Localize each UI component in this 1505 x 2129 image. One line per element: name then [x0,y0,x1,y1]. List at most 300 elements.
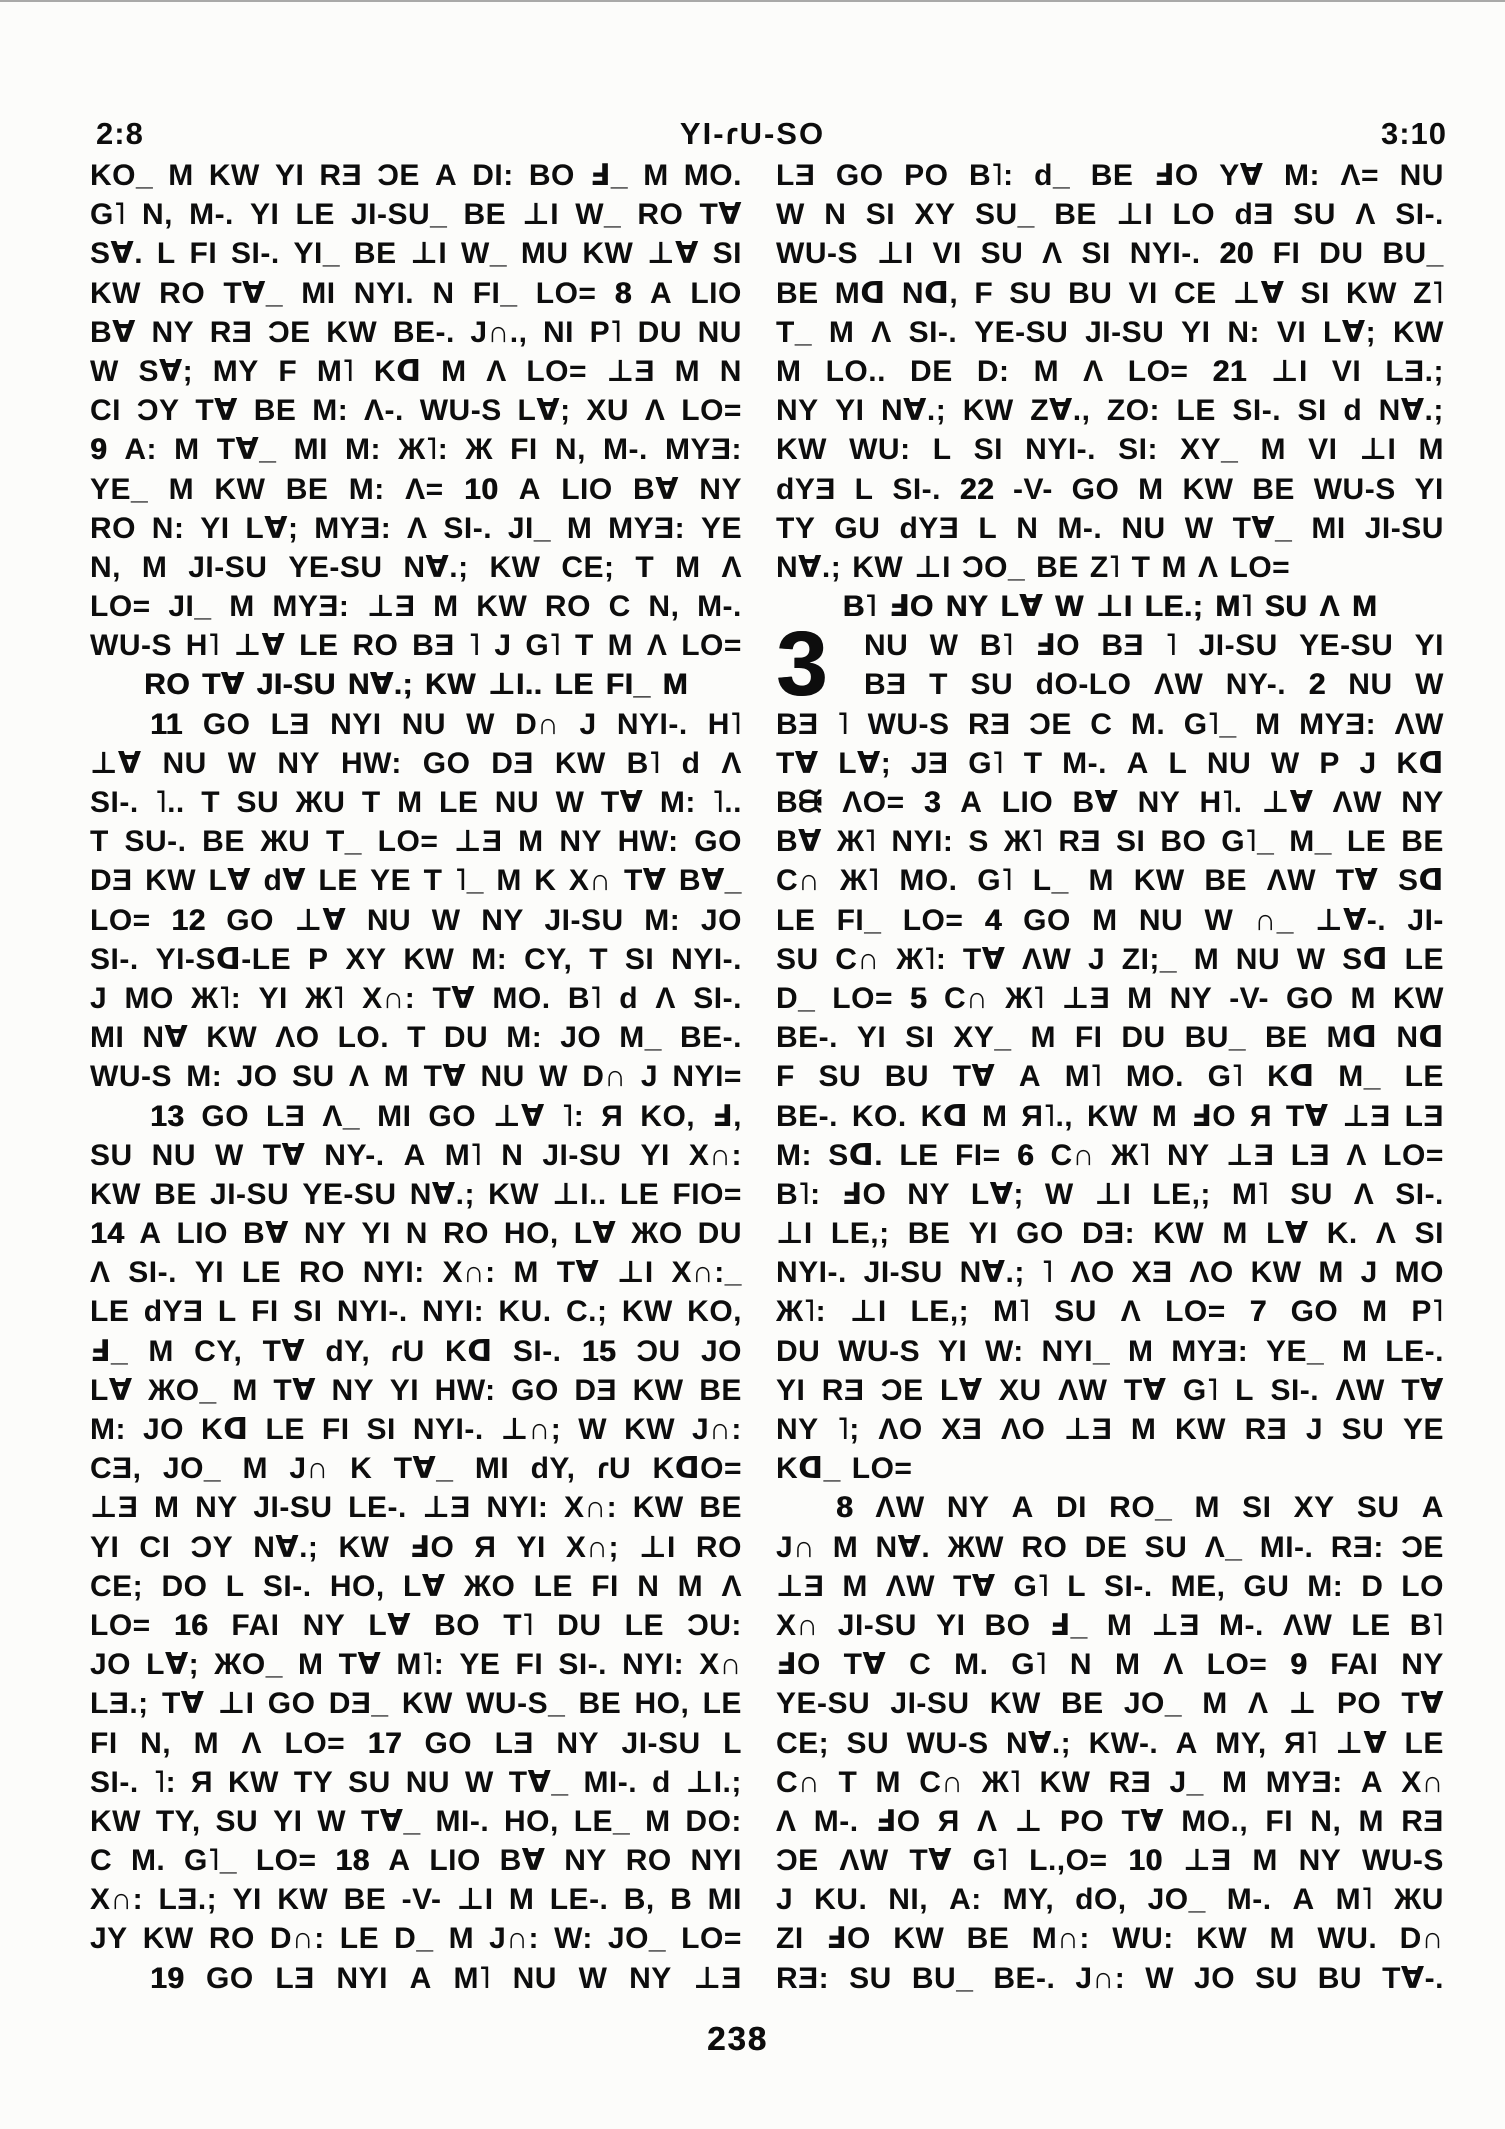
word: NI, [888,1883,929,1917]
word: Λ [1375,1217,1397,1251]
word: XY_ [953,1021,1012,1055]
text-line [776,705,1444,744]
text-line [776,1449,1444,1488]
word: M [607,629,634,663]
word: LO= [377,825,439,859]
word: RƎ [821,1373,865,1407]
word: YE [700,511,742,545]
word: M [1088,864,1114,898]
word: Λ [1197,550,1219,584]
word: ⊥I [617,1256,654,1290]
word: DƎ [491,746,534,780]
word: ƆE [377,159,420,192]
word: Ж˥: [191,981,242,1015]
word: YE_ [90,472,149,506]
word: Λ-. [364,394,404,428]
word: FI_ [836,903,882,937]
word: ƆE [1401,1530,1444,1564]
word: ΛO [1000,1413,1046,1446]
word: FI_ [605,668,651,702]
word: WU-S [838,1334,921,1368]
word: M [441,354,467,388]
word: Ⅎ_ [90,1334,129,1368]
word: NU [151,1138,196,1172]
word: Kᗡ [1396,746,1444,780]
word: T∀ [273,1373,316,1407]
text-line [90,1292,742,1331]
word: JO [142,1413,184,1446]
word: JI-SU [890,1687,970,1721]
word: ME, [1170,1569,1226,1603]
word: LE [1404,942,1444,976]
word: ⊥∀ [647,237,699,271]
text-line [90,1880,742,1919]
word: M: [186,1060,223,1094]
word: SU [90,1138,133,1172]
word: ⊥I [1271,354,1308,388]
word: XY [345,942,387,976]
word: G˥ [977,864,1014,898]
word: NY-. [1225,668,1287,702]
word: H˥. [1199,786,1243,819]
word: GO [1071,472,1120,506]
word: ℲO [1191,1099,1237,1133]
word: W [1204,903,1234,937]
word: VI [1331,354,1362,388]
word: W [466,707,495,741]
word: MO [1394,1256,1444,1290]
word: SI-. [892,472,941,506]
word: FIO= [672,1177,742,1211]
word: ΛW [885,1569,936,1603]
word: NY [1401,1648,1444,1682]
text-line [776,274,1444,313]
word: NU [1206,746,1252,780]
word: XU [999,1373,1042,1407]
word: LO= [1206,1648,1268,1682]
text-line [776,979,1444,1018]
word: SI-. [231,237,280,271]
word: DO: [685,1804,742,1838]
word: A [1175,1726,1198,1760]
word: ⊥∀ [1261,786,1314,819]
word: RƎ [968,707,1011,741]
word: SI [905,1021,935,1055]
word: LO= [681,1922,742,1956]
word: BE [1252,472,1295,506]
word: LO= [681,629,742,663]
verse-number: 18 [335,1844,370,1878]
word: ƆO_ [961,550,1026,584]
word: JI-SU [256,668,336,702]
word: RƎ: [1330,1530,1384,1564]
word: XU [586,394,630,428]
word: YE-SU [776,1687,871,1721]
word: G˥ [1182,1373,1219,1407]
text-line [90,1488,742,1527]
word: SU [236,786,280,819]
word: ΛW [1394,707,1444,741]
word: ⊥I [1116,198,1154,232]
text-line [90,1253,742,1292]
word: NI [543,315,575,349]
word: YI [516,1530,546,1564]
word: KO, [640,1099,696,1133]
word: M-. [1062,746,1107,780]
word: N [501,1138,524,1172]
word: T∀_ [393,1452,454,1486]
word: RƎ [1058,825,1102,859]
word: M˥: [396,1648,445,1682]
word: Λ= [1340,159,1380,192]
word: Λ [1083,354,1104,388]
word: N∀.; [881,394,947,428]
word: S∀; [138,354,194,388]
word: J [776,1883,794,1917]
text-line [776,587,1444,626]
word: Sᗡ [1398,864,1444,898]
word: ⊥∀ [294,903,347,937]
word: B˥ [842,590,877,624]
word: LE [241,1256,282,1290]
word: L∀ [90,1373,133,1407]
word: Ж˥ [305,981,345,1015]
word: KW [852,550,904,584]
word: A [960,786,983,819]
text-line [90,430,742,469]
word: NU [366,903,412,937]
word: ɾU [596,1452,632,1486]
word: ˥ [1041,1256,1054,1290]
word: M [828,315,855,349]
word: SI-. [908,315,958,349]
word: BE [253,394,297,428]
word: H˥ [707,707,742,741]
word: M-. [813,1804,859,1838]
word: M [842,1569,868,1603]
word: SU [215,1804,259,1838]
word: M [832,1530,859,1564]
word: T∀_ [216,433,277,467]
word: M [875,1765,902,1799]
word: SU [1144,1530,1188,1564]
word: K [534,864,557,898]
word: KW [208,159,260,192]
text-line [776,1567,1444,1606]
word: NY [699,472,742,506]
word: MO., [1181,1804,1249,1838]
word: WU-S [867,707,950,741]
word: J [640,1060,659,1094]
word: MYƎ: [1265,1765,1343,1799]
verse-number: 13 [150,1099,185,1133]
word: ΛO [878,1413,923,1446]
word: KW [338,1530,390,1564]
word: CƎ, [90,1452,142,1486]
word: P [308,942,329,976]
word: d [619,981,639,1015]
word: ƆY [136,394,180,428]
word: N [824,198,847,232]
word: GO [1016,1217,1064,1251]
word: Λ [655,981,676,1015]
word: N∀ [142,1021,189,1055]
word: T∀ [953,1569,996,1603]
word: ZI [776,1922,804,1956]
word: YI [389,1373,420,1407]
text-line [90,156,742,195]
word: KW [214,472,266,506]
word: NYI: [422,1295,485,1329]
word: SI [366,1413,396,1446]
word: F [776,1060,795,1094]
word: SU [348,1765,391,1799]
word: ⊥I [217,1687,255,1721]
word: ⊥∀ [90,746,142,780]
word: M-. [1057,511,1103,545]
word: NYI [330,707,382,741]
word: DU [697,1217,742,1251]
word: BE [966,1922,1010,1956]
scan-edge-artifact [0,0,1505,2]
word: M [1161,550,1187,584]
word: ⊥∀ [493,1099,545,1133]
word: L [1168,746,1188,780]
word: G˥_ [1221,825,1275,859]
text-line [90,195,742,234]
text-line [90,1097,742,1136]
word: T [589,942,609,976]
word: B∀ [1072,786,1119,819]
word: ⊥I [1359,433,1397,467]
word: MYƎ: [272,590,350,624]
word: ℲO [1035,629,1081,663]
word: T∀ [843,1648,887,1682]
text-line [90,1057,742,1096]
word: J [1087,942,1106,976]
word: Λ [644,394,666,428]
word: K [350,1452,373,1486]
word: NY [907,1177,950,1211]
word: BE [1036,550,1079,584]
word: JO [560,1021,602,1055]
word: Z˥ [1413,276,1444,310]
word: CE [1173,276,1217,310]
word: W [1044,1177,1074,1211]
word: L∀; [1323,315,1377,349]
text-line [776,234,1444,273]
word: WU-S_ [466,1687,566,1721]
word: M [518,825,544,859]
word: Λ [871,315,892,349]
word: B˥ [1409,1608,1444,1642]
text-column-right [776,156,1444,1998]
word: M [1255,707,1281,741]
word: Ⅎ_ [589,159,629,192]
word: DU [443,1021,489,1055]
word: ΛO [1189,1256,1234,1290]
word: Λ [721,746,742,780]
word: XY [1293,1491,1335,1525]
word: DƎ_ [328,1687,389,1721]
word: LO= [1229,550,1291,584]
word: T [407,1021,426,1055]
word: YE-SU [974,315,1069,349]
word: HW: [340,746,402,780]
word: N∀.; [347,668,413,702]
word: LIO [690,276,742,310]
text-line [90,1919,742,1958]
word: A [403,1138,426,1172]
word: BE-. [392,315,455,349]
word: ⊥Ǝ [367,590,416,624]
word: SU [776,942,819,976]
word: M [1151,1099,1178,1133]
text-line [776,1214,1444,1253]
word: M [193,1726,220,1760]
word: NY [556,1726,600,1760]
word: LO= [90,1608,151,1642]
word: DO [161,1569,208,1603]
word: J_ [1169,1765,1204,1799]
word: N, [140,1726,172,1760]
verse-number: 17 [367,1726,403,1760]
word: ЖU [1394,1883,1444,1917]
word: TY [293,1765,334,1799]
text-line [776,1763,1444,1802]
word: JƎ [910,746,949,780]
word: M_ [1338,1060,1381,1094]
word: W [929,629,959,663]
word: LIO [1001,786,1054,819]
running-head-verse-left: 2:8 [96,116,144,151]
word: A [1011,1491,1034,1525]
word: M [1193,942,1220,976]
word: SI [293,1295,323,1329]
word: -V- [401,1883,442,1917]
word: A [1126,746,1149,780]
verse-number: 15 [581,1334,617,1368]
word: PO [1059,1804,1105,1838]
text-line [776,548,1444,587]
word: KW [1039,1765,1091,1799]
text-line [90,861,742,900]
word: ⊥I [410,237,448,271]
word: NY [1169,981,1213,1015]
word: BE [907,1217,951,1251]
word: JI-SU [863,1256,943,1290]
text-line [776,744,1444,783]
word: CI [90,394,121,428]
word: GO [267,1687,316,1721]
word: MI [301,276,336,310]
word: RO [298,1256,345,1290]
word: YI [274,159,305,192]
text-line [776,509,1444,548]
text-line [776,1645,1444,1684]
word: FI [90,1726,118,1760]
word: NY [303,1217,347,1251]
word: ⊥ [1014,1804,1043,1838]
word: T∀_ [1232,511,1293,545]
word: L [1067,1569,1087,1603]
word: LE [339,1922,380,1956]
word: M: [345,433,382,467]
word: N [405,1217,428,1251]
word: FAI [231,1608,280,1642]
word: SI-. [693,981,742,1015]
word: M [1252,1844,1278,1878]
text-line [776,1371,1444,1410]
word: RO [352,629,399,663]
word: ˥ [468,629,481,663]
word: DƎ [574,1373,618,1407]
word: JI- [1407,903,1444,937]
word: NYI: [362,1256,425,1290]
text-line [90,1136,742,1175]
word: TY, [155,1804,201,1838]
word: A [1360,1765,1384,1799]
word: LE.; [1144,590,1204,624]
word: FI [1074,1021,1103,1055]
text-line [90,1724,742,1763]
word: ˥ [837,707,850,741]
word: N [1016,511,1039,545]
word: YI [937,1334,968,1368]
text-line [776,1488,1444,1527]
word: NY [277,746,321,780]
text-line [90,783,742,822]
word: SI: [1118,433,1158,467]
word: ЖW [947,1530,1004,1564]
word: KW [326,315,378,349]
word: M [397,786,423,819]
word: M [383,1060,410,1094]
word: RO [143,668,190,702]
word: VI [1128,276,1158,310]
word: J∩: [1075,1961,1126,1995]
word: B [670,1883,693,1917]
word: NY [151,315,195,349]
word: Ⅎ, [712,1099,742,1133]
word: M: [644,903,681,937]
word: ⊥I.. [487,668,543,702]
word: ΛO [1070,1256,1115,1290]
word: YI [856,1021,887,1055]
word: ℲO [826,1922,871,1956]
word: A [1292,1883,1315,1917]
word: NY [559,825,602,859]
word: M˥ [1215,590,1253,624]
word: LE [1176,394,1216,428]
word: W: [984,1334,1024,1368]
word: ⊥Ǝ [1183,1844,1232,1878]
word: ⊥I.. [552,1177,607,1211]
word: M˥ [444,1138,483,1172]
word: N, [90,550,121,584]
word: YI [200,511,230,545]
word: ⊥Ǝ [1151,1608,1200,1642]
word: T∀ [262,1138,306,1172]
text-line [90,470,742,509]
word: Λ [1346,1138,1367,1172]
word: ΛW [1058,1373,1108,1407]
word: LO= [90,590,151,624]
word: J [1305,1413,1324,1446]
word: RƎ [1244,1413,1288,1446]
verse-number: 12 [171,903,206,937]
word: RO [695,1530,742,1564]
